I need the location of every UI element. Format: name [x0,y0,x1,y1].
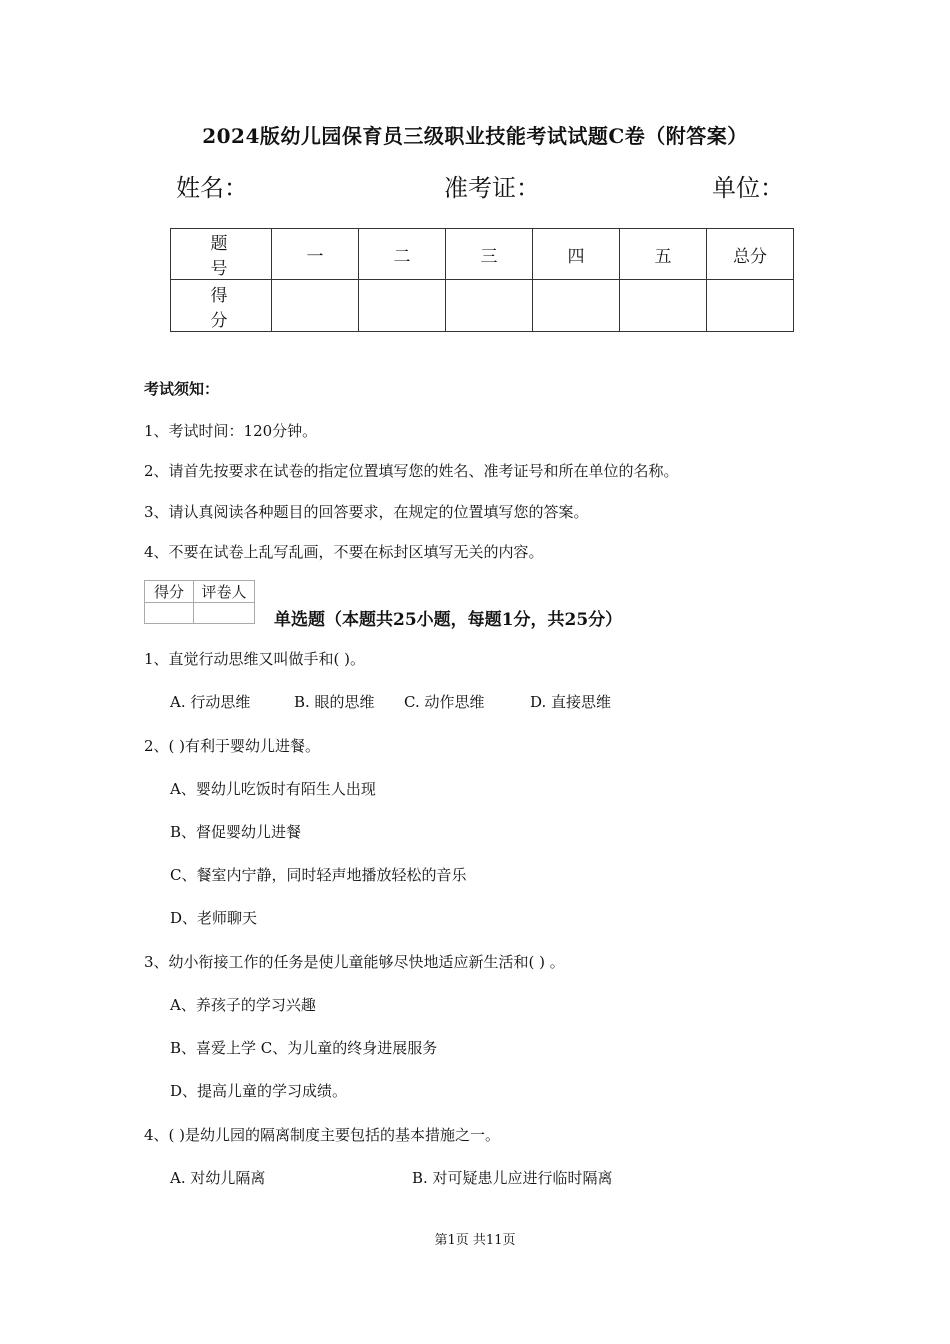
score-input-cell[interactable] [533,280,620,332]
notice-item: 1、考试时间：120分钟。 [144,422,318,440]
section-title: 单选题（本题共25小题，每题1分，共25分） [274,610,623,630]
grader-name-input[interactable] [194,603,255,624]
question-stem: 1、直觉行动思维又叫做手和( )。 [144,650,366,668]
score-table-header-row [171,229,794,280]
question-option: A. 行动思维 [170,693,251,711]
question-stem: 2、( )有利于婴幼儿进餐。 [144,737,321,755]
question-option: B. 对可疑患儿应进行临时隔离 [412,1169,613,1187]
score-table-cell: 总分 [707,229,794,280]
question-option: C. 动作思维 [404,693,485,711]
unit-field-label: 单位： [712,174,784,202]
score-table-score-row [171,280,794,332]
score-table-cell: 得 分 [171,280,272,332]
notice-title: 考试须知： [144,380,220,398]
question-option: D. 直接思维 [530,693,612,711]
score-table-cell: 四 [533,229,620,280]
grader-score-input[interactable] [145,603,194,624]
question-option: A. 对幼儿隔离 [170,1169,266,1187]
score-input-cell[interactable] [359,280,446,332]
score-table-cell: 一 [272,229,359,280]
question-option: A、婴幼儿吃饭时有陌生人出现 [170,780,376,798]
score-input-cell[interactable] [272,280,359,332]
question-option: D、提高儿童的学习成绩。 [170,1082,348,1100]
name-field-label: 姓名： [176,174,248,202]
score-input-cell[interactable] [707,280,794,332]
notice-item: 3、请认真阅读各种题目的回答要求，在规定的位置填写您的答案。 [144,503,589,521]
question-option: C、餐室内宁静，同时轻声地播放轻松的音乐 [170,866,467,884]
exam-id-field-label: 准考证： [444,174,540,202]
notice-item: 2、请首先按要求在试卷的指定位置填写您的姓名、准考证号和所在单位的名称。 [144,462,679,480]
score-input-cell[interactable] [446,280,533,332]
grader-name-label: 评卷人 [194,581,255,603]
question-stem: 4、( )是幼儿园的隔离制度主要包括的基本措施之一。 [144,1126,501,1144]
question-option: B、喜爱上学 C、为儿童的终身进展服务 [170,1039,438,1057]
question-option: B、督促婴幼儿进餐 [170,823,302,841]
grader-score-label: 得分 [145,581,194,603]
grader-box [144,580,255,624]
score-table-cell: 二 [359,229,446,280]
exam-title: 2024版幼儿园保育员三级职业技能考试试题C卷（附答案） [202,124,748,148]
score-table [170,228,794,332]
notice-item: 4、不要在试卷上乱写乱画，不要在标封区填写无关的内容。 [144,543,544,561]
score-table-cell: 三 [446,229,533,280]
question-stem: 3、幼小衔接工作的任务是使儿童能够尽快地适应新生活和( ) 。 [144,953,565,971]
score-table-cell: 题 号 [171,229,272,280]
question-option: D、老师聊天 [170,909,258,927]
question-option: B. 眼的思维 [294,693,375,711]
page-footer: 第1页 共11页 [434,1233,516,1248]
score-input-cell[interactable] [620,280,707,332]
score-table-cell: 五 [620,229,707,280]
question-option: A、养孩子的学习兴趣 [170,996,316,1014]
